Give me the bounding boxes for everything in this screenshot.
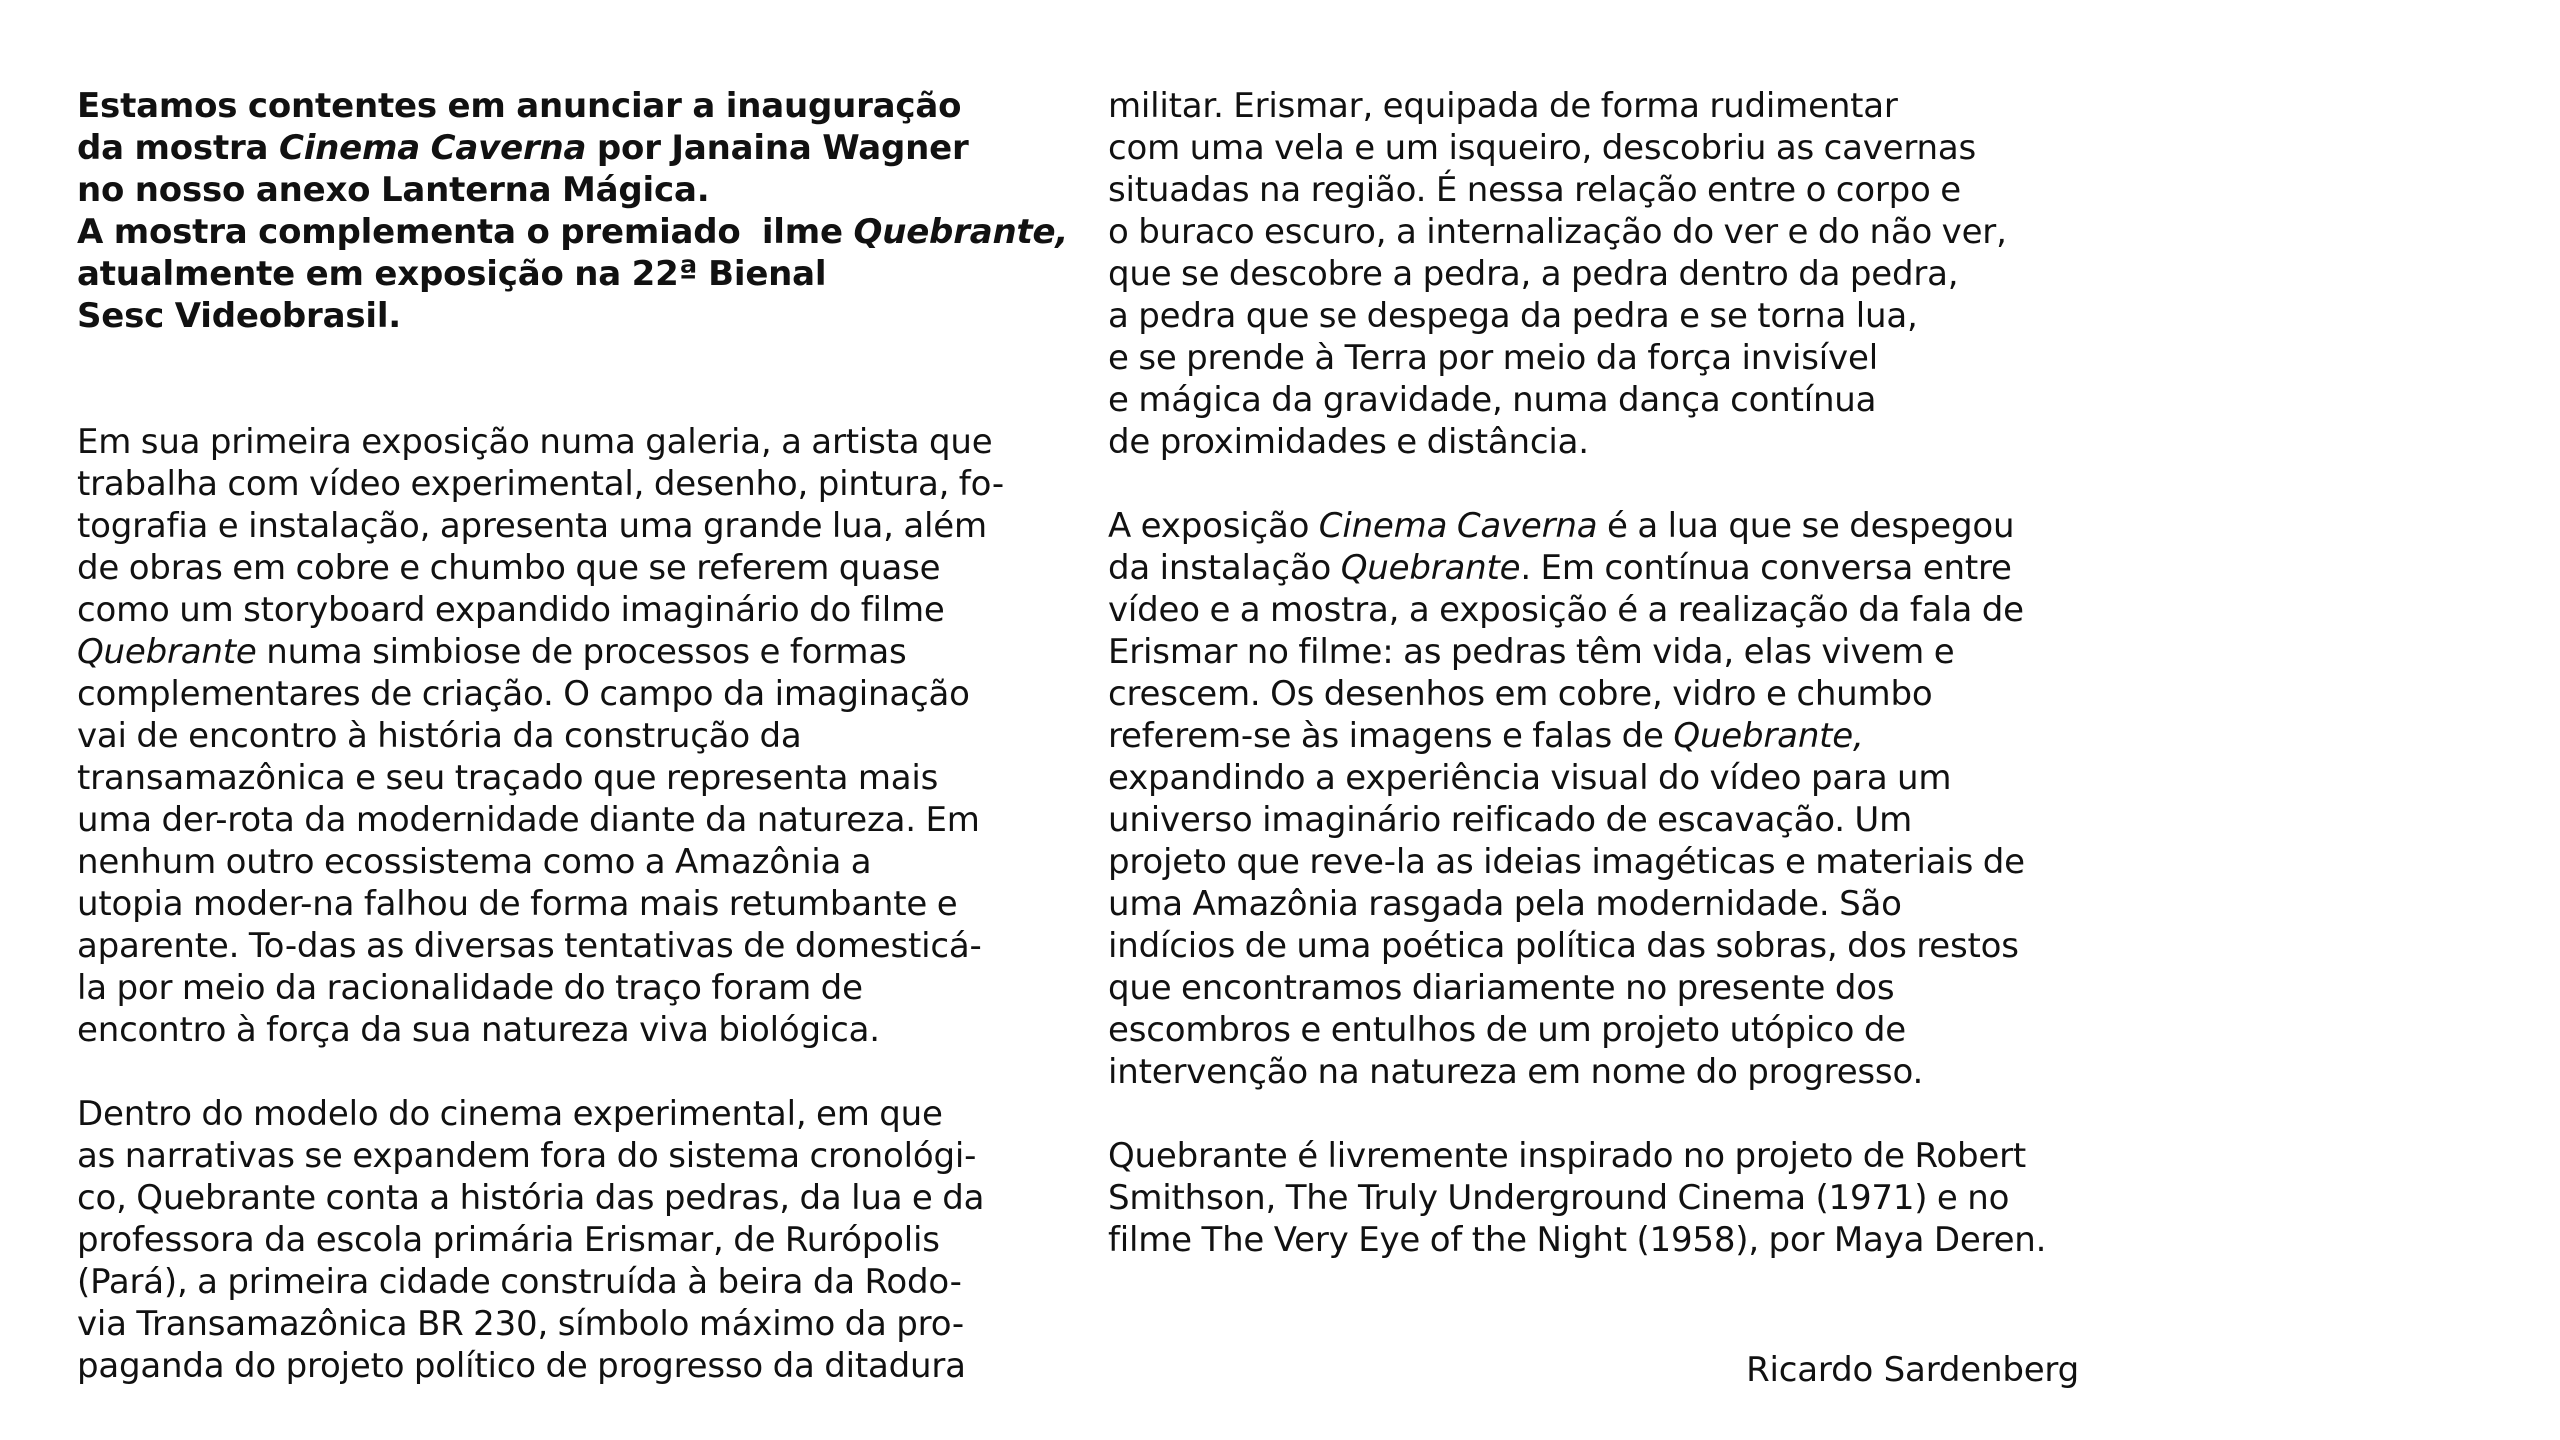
text-line <box>77 589 1077 631</box>
text-line <box>77 1177 1077 1219</box>
text-run: situadas na região. É nessa relação entre o corpo e <box>1108 170 1961 210</box>
text-line <box>1108 1177 2108 1219</box>
text-line <box>1108 295 2108 337</box>
text-line <box>1108 337 2108 379</box>
text-line <box>77 85 1077 127</box>
text-run: de obras em cobre e chumbo que se referem quase <box>77 548 941 588</box>
italic-title: Quebrante, <box>853 212 1069 252</box>
text-run: Sesc Videobrasil. <box>77 296 402 336</box>
paragraph-inspiration <box>1108 1135 2108 1261</box>
text-run: com uma vela e um isqueiro, descobriu as cavernas <box>1108 128 1977 168</box>
paragraph-exhibition <box>1108 505 2108 1093</box>
text-run: indícios de uma poética política das sobras, dos restos <box>1108 926 2019 966</box>
text-run: encontro à força da sua natureza viva biológica. <box>77 1010 880 1050</box>
text-run: trabalha com vídeo experimental, desenho, pintura, fo- <box>77 464 1004 504</box>
text-line <box>1108 169 2108 211</box>
text-run: uma der-rota da modernidade diante da natureza. Em <box>77 800 980 840</box>
text-run: numa simbiose de processos e formas <box>256 632 907 672</box>
text-run: filme The Very Eye of the Night (1958), por Maya Deren. <box>1108 1220 2047 1260</box>
text-line <box>1108 799 2108 841</box>
paragraph-experimental-cinema <box>77 1093 1077 1387</box>
text-line <box>77 1009 1077 1051</box>
text-line <box>1108 715 2108 757</box>
text-run: o buraco escuro, a internalização do ver e do não ver, <box>1108 212 2007 252</box>
text-line <box>77 925 1077 967</box>
text-run: co, Quebrante conta a história das pedras, da lua e da <box>77 1178 985 1218</box>
text-run: atualmente em exposição na 22ª Bienal <box>77 254 827 294</box>
text-run: projeto que reve-la as ideias imagéticas e materiais de <box>1108 842 2025 882</box>
text-run: Em sua primeira exposição numa galeria, a artista que <box>77 422 993 462</box>
text-line <box>77 295 1077 337</box>
text-line <box>77 967 1077 1009</box>
text-run: Estamos contentes em anunciar a inauguração <box>77 86 962 126</box>
text-run: A exposição <box>1108 506 1319 546</box>
spacer <box>77 337 1077 421</box>
text-line <box>1108 757 2108 799</box>
text-line <box>1108 631 2108 673</box>
text-run: da mostra <box>77 128 279 168</box>
text-run: e mágica da gravidade, numa dança contínua <box>1108 380 1877 420</box>
text-line <box>77 1093 1077 1135</box>
text-run: militar. Erismar, equipada de forma rudimentar <box>1108 86 1898 126</box>
text-line <box>77 673 1077 715</box>
text-line <box>1108 85 2108 127</box>
text-line <box>77 1345 1077 1387</box>
text-line <box>77 757 1077 799</box>
text-line <box>77 841 1077 883</box>
announcement <box>77 85 1077 337</box>
text-run: vai de encontro à história da construção da <box>77 716 802 756</box>
italic-title: Cinema Caverna <box>1318 506 1598 546</box>
text-run: tografia e instalação, apresenta uma grande lua, além <box>77 506 987 546</box>
text-line <box>1108 421 2108 463</box>
text-run: (Pará), a primeira cidade construída à beira da Rodo- <box>77 1262 962 1302</box>
text-line <box>1108 589 2108 631</box>
text-run: universo imaginário reificado de escavação. Um <box>1108 800 1913 840</box>
text-line <box>77 547 1077 589</box>
text-run: crescem. Os desenhos em cobre, vidro e chumbo <box>1108 674 1933 714</box>
text-line <box>1108 1219 2108 1261</box>
text-run: e se prende à Terra por meio da força invisível <box>1108 338 1878 378</box>
text-line <box>77 463 1077 505</box>
left-column <box>77 85 1077 1387</box>
text-run: que se descobre a pedra, a pedra dentro da pedra, <box>1108 254 1959 294</box>
text-run: Smithson, The Truly Underground Cinema (1971) e no <box>1108 1178 2010 1218</box>
right-column <box>1108 85 2108 1261</box>
paragraph-intro <box>77 421 1077 1051</box>
text-line <box>1108 1051 2108 1093</box>
text-run: expandindo a experiência visual do vídeo para um <box>1108 758 1952 798</box>
text-line <box>1108 883 2108 925</box>
text-run: uma Amazônia rasgada pela modernidade. São <box>1108 884 1902 924</box>
text-line <box>1108 379 2108 421</box>
text-line <box>1108 1135 2108 1177</box>
spacer <box>77 1051 1077 1093</box>
text-run: escombros e entulhos de um projeto utópico de <box>1108 1010 1906 1050</box>
text-line <box>1108 925 2108 967</box>
text-run: Quebrante é livremente inspirado no projeto de Robert <box>1108 1136 2026 1176</box>
text-run: de proximidades e distância. <box>1108 422 1589 462</box>
text-line <box>1108 673 2108 715</box>
text-run: as narrativas se expandem fora do sistema cronológi- <box>77 1136 977 1176</box>
text-line <box>77 1219 1077 1261</box>
text-line <box>77 799 1077 841</box>
text-line <box>77 211 1077 253</box>
text-run: . Em contínua conversa entre <box>1520 548 2012 588</box>
text-line <box>1108 211 2108 253</box>
text-run: nenhum outro ecossistema como a Amazônia a <box>77 842 872 882</box>
italic-title: Quebrante, <box>1673 716 1864 756</box>
text-run: que encontramos diariamente no presente dos <box>1108 968 1895 1008</box>
text-line <box>77 127 1077 169</box>
text-line <box>77 1303 1077 1345</box>
text-line <box>77 715 1077 757</box>
text-run: como um storyboard expandido imaginário do filme <box>77 590 945 630</box>
spacer <box>1108 463 2108 505</box>
text-run: é a lua que se despegou <box>1597 506 2015 546</box>
text-line <box>77 883 1077 925</box>
text-line <box>1108 547 2108 589</box>
text-run: via Transamazônica BR 230, símbolo máximo da pro- <box>77 1304 965 1344</box>
text-line <box>1108 967 2108 1009</box>
text-line <box>1108 253 2108 295</box>
text-line <box>77 253 1077 295</box>
text-line <box>1108 1009 2108 1051</box>
text-run: complementares de criação. O campo da imaginação <box>77 674 970 714</box>
italic-title: Quebrante <box>1340 548 1521 588</box>
text-line <box>77 1261 1077 1303</box>
italic-title: Quebrante <box>77 632 257 672</box>
text-run: Erismar no filme: as pedras têm vida, elas vivem e <box>1108 632 1955 672</box>
text-line <box>77 505 1077 547</box>
text-run: aparente. To-das as diversas tentativas de domesticá- <box>77 926 982 966</box>
text-run: intervenção na natureza em nome do progresso. <box>1108 1052 1924 1092</box>
text-run: vídeo e a mostra, a exposição é a realização da fala de <box>1108 590 2024 630</box>
author-signature: Ricardo Sardenberg <box>1746 1350 2079 1390</box>
text-run: da instalação <box>1108 548 1341 588</box>
text-run: A mostra complementa o premiado ilme <box>77 212 854 252</box>
text-line <box>1108 505 2108 547</box>
text-run: utopia moder-na falhou de forma mais retumbante e <box>77 884 958 924</box>
text-line <box>77 421 1077 463</box>
text-run: por Janaina Wagner <box>586 128 969 168</box>
text-line <box>77 169 1077 211</box>
text-run: la por meio da racionalidade do traço foram de <box>77 968 863 1008</box>
text-run: referem-se às imagens e falas de <box>1108 716 1674 756</box>
text-line <box>77 1135 1077 1177</box>
paragraph-erismar <box>1108 85 2108 463</box>
text-run: no nosso anexo Lanterna Mágica. <box>77 170 710 210</box>
text-run: Dentro do modelo do cinema experimental, em que <box>77 1094 943 1134</box>
text-line <box>1108 127 2108 169</box>
text-run: professora da escola primária Erismar, de Rurópolis <box>77 1220 940 1260</box>
text-run: a pedra que se despega da pedra e se torna lua, <box>1108 296 1918 336</box>
text-line <box>1108 841 2108 883</box>
italic-title: Cinema Caverna <box>278 128 587 168</box>
text-run: transamazônica e seu traçado que representa mais <box>77 758 939 798</box>
text-line <box>77 631 1077 673</box>
text-run: paganda do projeto político de progresso da ditadura <box>77 1346 966 1386</box>
spacer <box>1108 1093 2108 1135</box>
